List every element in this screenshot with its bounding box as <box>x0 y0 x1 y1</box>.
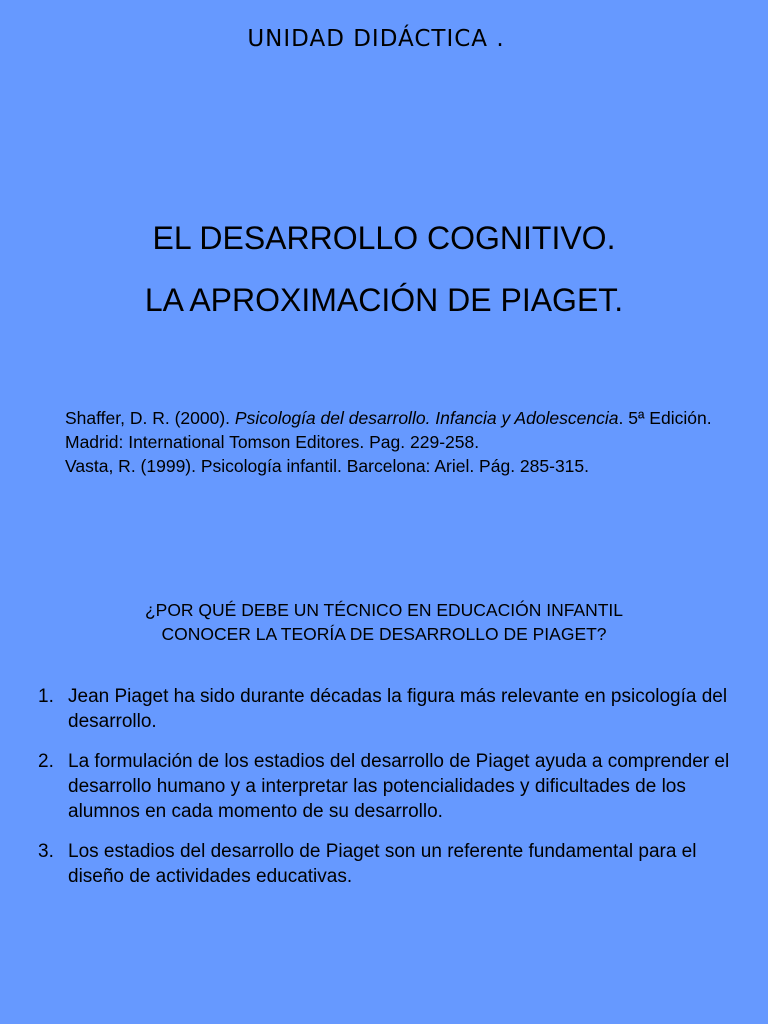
unit-title: UNIDAD DIDÁCTICA . <box>247 26 505 52</box>
list-item-text: Los estadios del desarrollo de Piaget son un referente fundamental para el diseño de actividades educativas. <box>68 841 697 887</box>
list-item <box>38 749 748 824</box>
reference-1-rest: . 5ª Edición. Madrid: International Tomson Editores. Pag. 229-258. <box>65 408 712 452</box>
main-title-line-1: EL DESARROLLO COGNITIVO. <box>152 220 616 256</box>
question-line-1: ¿POR QUÉ DEBE UN TÉCNICO EN EDUCACIÓN INFANTIL <box>144 600 624 620</box>
main-title-line-2: LA APROXIMACIÓN DE PIAGET. <box>144 282 624 318</box>
list-item-text: La formulación de los estadios del desarrollo de Piaget ayuda a comprender el desarrollo humano y a interpretar las potencialidades y dificultades de los alumnos en cada momento de su desarrollo. <box>68 751 730 822</box>
reference-1-title: Psicología del desarrollo. Infancia y Adolescencia <box>234 408 619 428</box>
reference-2: Vasta, R. (1999). Psicología infantil. Barcelona: Ariel. Pág. 285-315. <box>65 456 590 476</box>
question-line-2: CONOCER LA TEORÍA DE DESARROLLO DE PIAGET? <box>161 624 607 644</box>
list-item-text: Jean Piaget ha sido durante décadas la figura más relevante en psicología del desarrollo. <box>68 686 728 732</box>
list-item <box>38 839 748 889</box>
references <box>65 406 745 478</box>
reference-1-author: Shaffer, D. R. (2000). <box>65 408 235 428</box>
list-item-number: 2. <box>38 751 54 772</box>
question-heading <box>0 598 768 646</box>
list-item-number: 3. <box>38 841 54 862</box>
list-item-number: 1. <box>38 686 54 707</box>
list-item <box>38 684 748 734</box>
reasons-list <box>38 684 748 889</box>
reference-1 <box>65 406 745 454</box>
